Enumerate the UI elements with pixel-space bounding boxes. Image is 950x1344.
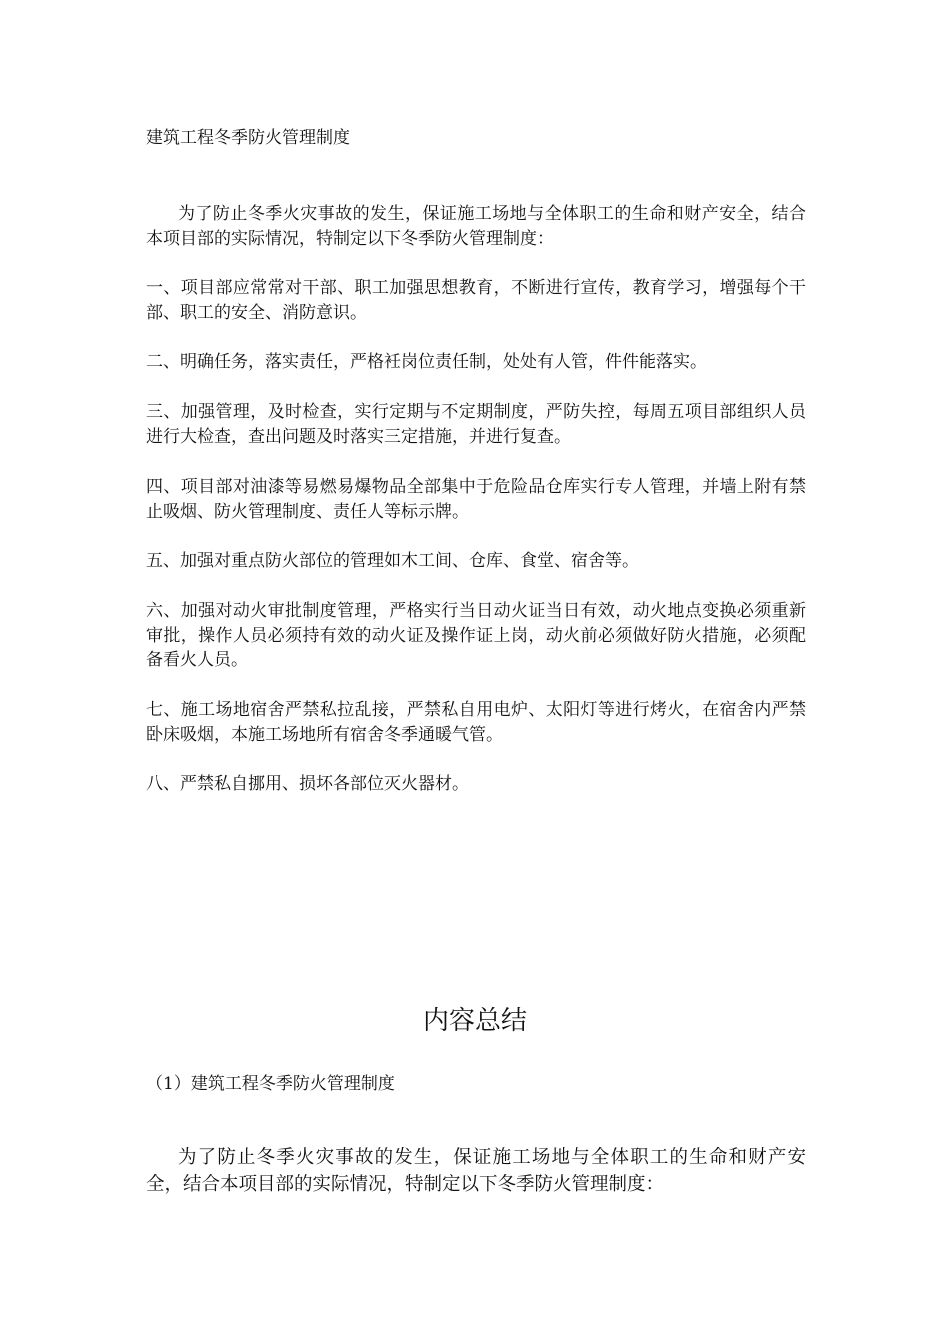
- summary-heading: 内容总结: [422, 1006, 527, 1036]
- rule-item-5: 五、加强对重点防火部位的管理如木工间、仓库、食堂、宿舍等。: [146, 551, 639, 571]
- intro-paragraph: 为了防止冬季火灾事故的发生，保证施工场地与全体职工的生命和财产安全，结合本项目部的实际情况，特制定以下冬季防火管理制度：: [146, 204, 806, 249]
- rule-item-8: 八、严禁私自挪用、损坏各部位灭火器材。: [146, 774, 469, 794]
- rule-item-2: 二、明确任务，落实责任，严格衽岗位责任制，处处有人管，件件能落实。: [146, 352, 707, 372]
- rule-item-3: 三、加强管理，及时检查，实行定期与不定期制度，严防失控，每周五项目部组织人员进行大检查，查出问题及时落实三定措施，并进行复查。: [146, 402, 806, 447]
- rule-item-1: 一、项目部应常常对干部、职工加强思想教育，不断进行宣传，教育学习，增强每个干部、职工的安全、消防意识。: [146, 278, 806, 323]
- summary-paragraph: 为了防止冬季火灾事故的发生，保证施工场地与全体职工的生命和财产安全，结合本项目部的实际情况，特制定以下冬季防火管理制度：: [146, 1147, 806, 1195]
- rule-item-4: 四、项目部对油漆等易燃易爆物品全部集中于危险品仓库实行专人管理，并墙上附有禁止吸烟、防火管理制度、责任人等标示牌。: [146, 477, 806, 522]
- document-title: 建筑工程冬季防火管理制度: [146, 128, 350, 148]
- rule-item-6: 六、加强对动火审批制度管理，严格实行当日动火证当日有效，动火地点变换必须重新审批，操作人员必须持有效的动火证及操作证上岗，动火前必须做好防火措施，必须配备看火人员。: [146, 601, 806, 670]
- summary-subtitle: （1）建筑工程冬季防火管理制度: [146, 1074, 395, 1094]
- rule-item-7: 七、施工场地宿舍严禁私拉乱接，严禁私自用电炉、太阳灯等进行烤火，在宿舍内严禁卧床吸烟，本施工场地所有宿舍冬季通暖气管。: [146, 700, 806, 745]
